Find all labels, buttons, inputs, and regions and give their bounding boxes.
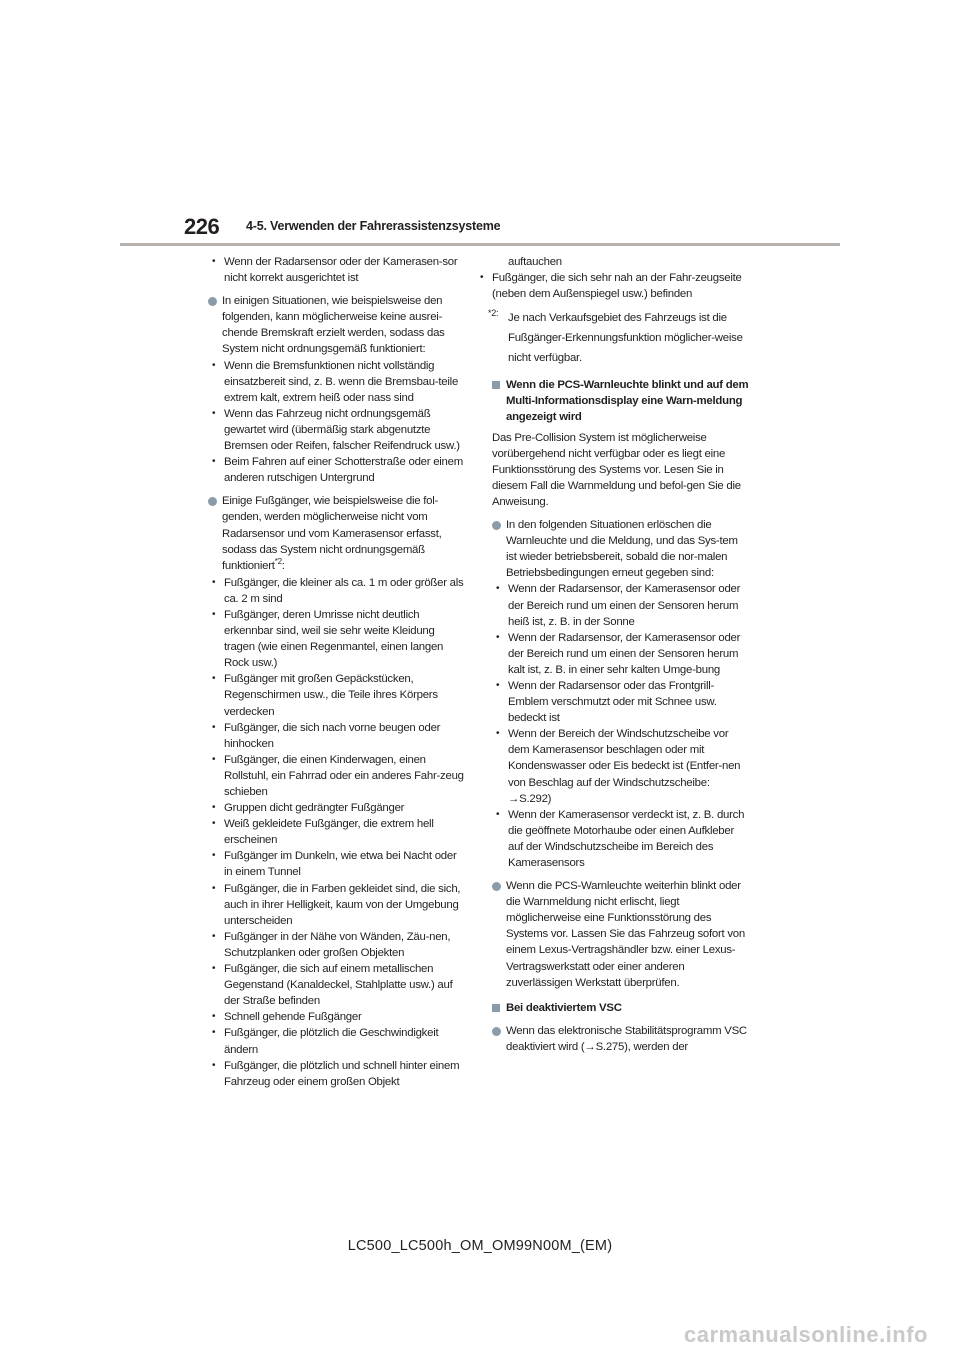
list-item: • Fußgänger, die kleiner als ca. 1 m oder größer als ca. 2 m sind bbox=[208, 575, 466, 607]
list-item-continuation: auftauchen bbox=[508, 256, 562, 268]
circle-bullet-icon bbox=[492, 521, 501, 530]
list-item-text: Wenn der Bereich der Windschutzscheibe vor dem Kamerasensor beschlagen oder mit Kondenswasser oder Eis bedeckt ist (Entfer-nen von Beschlag auf der Windschutzscheibe: bbox=[508, 728, 741, 789]
square-bullet-icon bbox=[492, 1004, 500, 1012]
page-header bbox=[0, 0, 960, 250]
section-heading bbox=[492, 1000, 750, 1016]
circle-bullet-paragraph bbox=[492, 878, 750, 991]
list-item: • Fußgänger, deren Umrisse nicht deutlich erkennbar sind, weil sie sehr weite Kleidung tragen (wie einen Regenmantel, einen langen Rock usw.) bbox=[208, 607, 466, 671]
paragraph-text: In einigen Situationen, wie beispielsweise den folgenden, kann möglicherweise keine ausrei-chende Bremskraft erzielt werden, sodass das System nicht ordnungsgemäß funktioniert: bbox=[222, 295, 445, 356]
list-item: • Fußgänger, die einen Kinderwagen, einen Rollstuhl, ein Fahrrad oder ein anderes Fahr-zeug schieben bbox=[208, 752, 466, 800]
list-item: • Wenn der Radarsensor, der Kamerasensor oder der Bereich rund um einen der Sensoren herum heiß ist, z. B. in der Sonne bbox=[492, 581, 750, 629]
footnote-text: Je nach Verkaufsgebiet des Fahrzeugs ist die Fußgänger-Erkennungsfunktion möglicher-weise nicht verfügbar. bbox=[508, 312, 743, 365]
page-reference: →S.292) bbox=[508, 792, 552, 805]
paragraph-text: Einige Fußgänger, wie beispielsweise die fol-genden, werden möglicherweise nicht vom Radarsensor und vom Kamerasensor erfasst, sodass das System nicht ordnungsgemäß funktioniert bbox=[222, 495, 442, 572]
circle-bullet-icon bbox=[208, 297, 217, 306]
circle-bullet-icon bbox=[208, 497, 217, 506]
list-item: • Wenn der Kamerasensor verdeckt ist, z. B. durch die geöffnete Motorhaube oder einen Aufkleber auf der Windschutzscheibe im Bereich des Kamerasensors bbox=[492, 807, 750, 871]
circle-bullet-paragraph bbox=[208, 293, 466, 357]
section-heading bbox=[492, 377, 750, 425]
list-item: • Fußgänger mit großen Gepäckstücken, Regenschirmen usw., die Teile ihres Körpers verdecken bbox=[208, 671, 466, 719]
paragraph: Das Pre-Collision System ist möglicherweise vorübergehend nicht verfügbar oder es liegt eine Funktionsstörung des Systems vor. Lesen Sie in diesem Fall die Warnmeldung und befol-gen Sie die Anweisung. bbox=[492, 431, 741, 508]
manual-code: LC500_LC500h_OM_OM99N00M_(EM) bbox=[347, 1238, 613, 1254]
paragraph-text: In den folgenden Situationen erlöschen die Warnleuchte und die Meldung, und das Sys-tem ist wieder betriebsbereit, sobald die nor-malen Betriebsbedingungen erneut gegeben sind: bbox=[506, 519, 738, 580]
footnote-mark: *2: bbox=[488, 308, 499, 319]
list-item: • Fußgänger, die sich auf einem metallischen Gegenstand (Kanaldeckel, Stahlplatte usw.) auf der Straße befinden bbox=[208, 961, 466, 1009]
square-bullet-icon bbox=[492, 381, 500, 389]
footnote-reference: *2 bbox=[274, 556, 282, 566]
paragraph-text-end: ), werden der bbox=[624, 1040, 688, 1053]
list-item: • Fußgänger, die plötzlich und schnell hinter einem Fahrzeug oder einem großen Objekt bbox=[208, 1058, 466, 1090]
list-item: • Beim Fahren auf einer Schotterstraße oder einem anderen rutschigen Untergrund bbox=[208, 454, 466, 486]
circle-bullet-icon bbox=[492, 1027, 501, 1036]
circle-bullet-paragraph bbox=[492, 517, 750, 581]
list-item: • Fußgänger im Dunkeln, wie etwa bei Nacht oder in einem Tunnel bbox=[208, 848, 466, 880]
right-column bbox=[488, 254, 750, 1055]
circle-bullet-icon bbox=[492, 882, 501, 891]
list-item: • Wenn der Radarsensor, der Kamerasensor oder der Bereich rund um einen der Sensoren herum kalt ist, z. B. in einer sehr kalten Umge-bung bbox=[492, 630, 750, 678]
watermark: carmanualsonline.info bbox=[684, 1322, 928, 1347]
list-item: • Fußgänger, die in Farben gekleidet sind, die sich, auch in ihrer Helligkeit, kaum von der Umgebung unterscheiden bbox=[208, 881, 466, 929]
list-item: • Fußgänger, die sich sehr nah an der Fahr-zeugseite (neben dem Außenspiegel usw.) befinden bbox=[476, 270, 750, 302]
section-heading-text: Bei deaktiviertem VSC bbox=[506, 1001, 622, 1014]
list-item: • Schnell gehende Fußgänger bbox=[208, 1009, 466, 1025]
list-item: • Wenn die Bremsfunktionen nicht vollständig einsatzbereit sind, z. B. wenn die Bremsbau-teile extrem kalt, extrem heiß oder nass sind bbox=[208, 358, 466, 406]
paragraph-text: Wenn die PCS-Warnleuchte weiterhin blinkt oder die Warnmeldung nicht erlischt, liegt möglicherweise eine Funktionsstörung des Systems vor. Lassen Sie das Fahrzeug sofort von einem Lexus-Vertragshändler bzw. einer Lexus-Vertragswerkstatt oder einer anderen zuverlässigen Werkstatt überprüfen. bbox=[506, 880, 745, 989]
list-item: • Fußgänger in der Nähe von Wänden, Zäu-nen, Schutzplanken oder großen Objekten bbox=[208, 929, 466, 961]
paragraph-text: Wenn das elektronische Stabilitätsprogramm VSC deaktiviert wird ( bbox=[506, 1024, 747, 1053]
list-item: • Fußgänger, die sich nach vorne beugen oder hinhocken bbox=[208, 720, 466, 752]
list-item: • Fußgänger, die plötzlich die Geschwindigkeit ändern bbox=[208, 1025, 466, 1057]
circle-bullet-paragraph bbox=[492, 1023, 750, 1055]
footnote bbox=[488, 308, 750, 368]
left-column bbox=[208, 254, 466, 1090]
list-item: • Gruppen dicht gedrängter Fußgänger bbox=[208, 800, 466, 816]
chapter-title: 4-5. Verwenden der Fahrerassistenzsysteme bbox=[246, 219, 501, 233]
list-item: • Weiß gekleidete Fußgänger, die extrem hell erscheinen bbox=[208, 816, 466, 848]
list-item: • Wenn der Radarsensor oder der Kamerasen-sor nicht korrekt ausgerichtet ist bbox=[208, 254, 466, 286]
list-item: • Wenn das Fahrzeug nicht ordnungsgemäß gewartet wird (übermäßig stark abgenutzte Bremsen oder Reifen, falscher Reifendruck usw.) bbox=[208, 406, 466, 454]
list-item bbox=[492, 726, 750, 806]
page-reference: →S.275 bbox=[584, 1040, 625, 1053]
list-item: • Wenn der Radarsensor oder das Frontgrill-Emblem verschmutzt oder mit Schnee usw. bedeckt ist bbox=[492, 678, 750, 726]
section-heading-text: Wenn die PCS-Warnleuchte blinkt und auf dem Multi-Informationsdisplay eine Warn-meldung angezeigt wird bbox=[506, 379, 749, 424]
circle-bullet-paragraph bbox=[208, 493, 466, 574]
paragraph-colon: : bbox=[281, 559, 285, 572]
header-rule bbox=[120, 243, 840, 246]
page-number: 226 bbox=[184, 214, 220, 239]
